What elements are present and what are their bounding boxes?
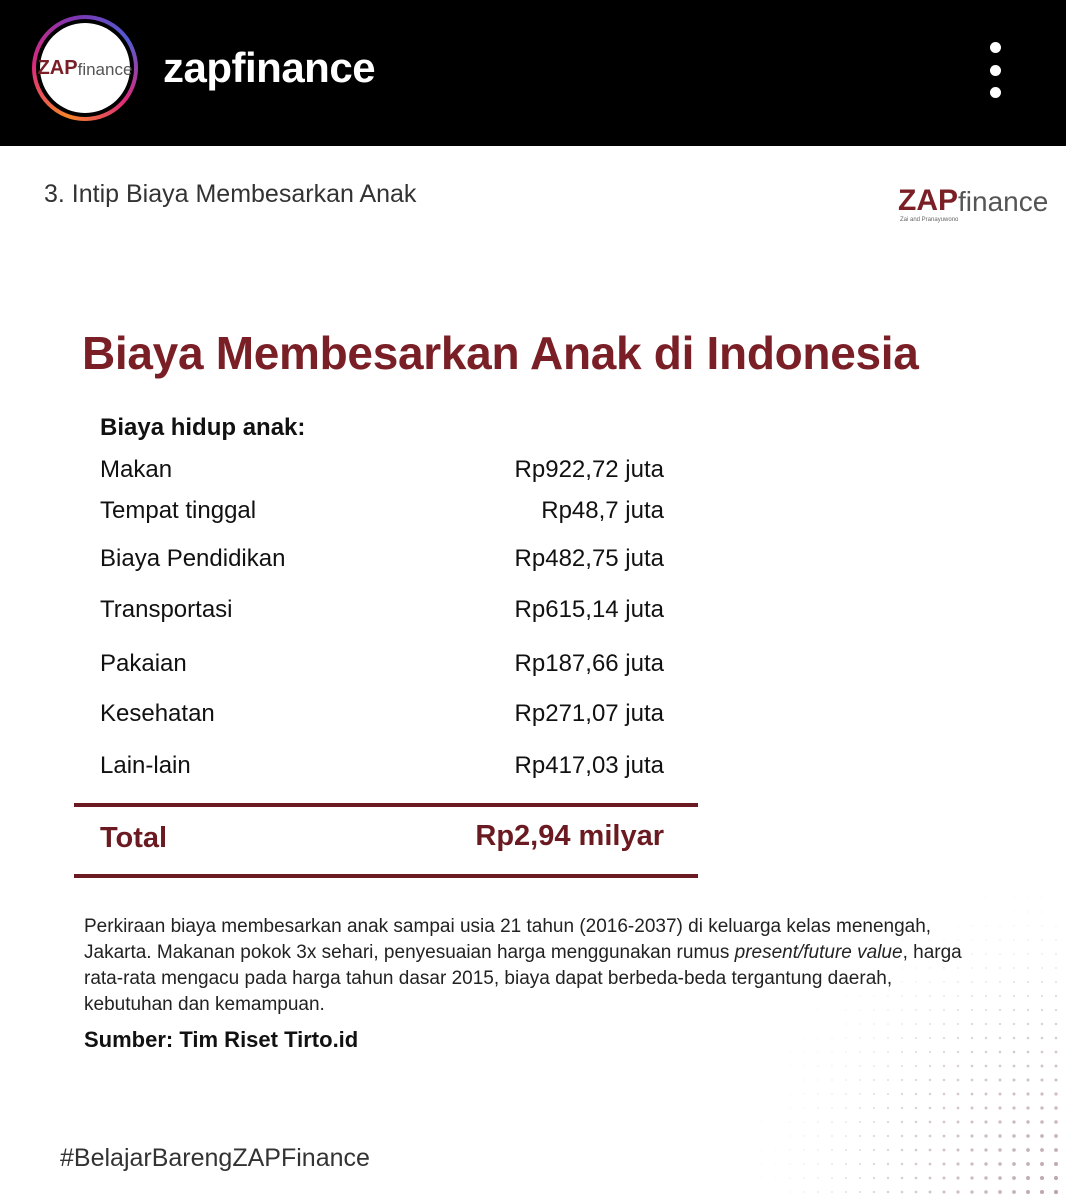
username[interactable]: zapfinance	[163, 44, 376, 91]
post-header	[0, 0, 1066, 146]
cost-label: Makan	[100, 456, 173, 483]
cost-row	[100, 545, 664, 577]
cost-subhead: Biaya hidup anak:	[100, 414, 306, 441]
cost-label: Kesehatan	[100, 700, 215, 727]
source-credit: Sumber: Tim Riset Tirto.id	[84, 1027, 359, 1052]
total-divider-bottom	[74, 874, 698, 878]
total-label: Total	[100, 822, 168, 854]
cost-row	[100, 752, 664, 784]
cost-row	[100, 650, 664, 682]
cost-label: Tempat tinggal	[100, 497, 257, 524]
brand-logo: ZAP finance Zai and Pranayuwono	[898, 184, 1049, 223]
cost-value: Rp615,14 juta	[514, 596, 664, 623]
story-ring[interactable]	[32, 15, 138, 121]
cost-row	[100, 456, 664, 488]
cost-value: Rp271,07 juta	[514, 700, 664, 727]
methodology-note: Perkiraan biaya membesarkan anak sampai usia 21 tahun (2016-2037) di keluarga kelas menengah, Jakarta. Makanan pokok 3x sehari, penyesuaian harga menggunakan rumus present/future value, harga rata-rata mengacu pada harga tahun dasar 2015, biaya dapat berbeda-beda tergantung daerah, kebutuhan dan kemampuan.	[84, 916, 962, 1015]
zapfinance-logo: ZAP finance	[37, 57, 133, 79]
cost-row	[100, 700, 664, 732]
cost-value: Rp48,7 juta	[541, 497, 664, 524]
section-label: 3. Intip Biaya Membesarkan Anak	[44, 180, 417, 208]
total-value: Rp2,94 milyar	[475, 820, 664, 852]
avatar[interactable]	[37, 23, 133, 113]
more-options-icon[interactable]	[975, 42, 1015, 98]
total-divider-top	[74, 803, 698, 807]
cost-value: Rp482,75 juta	[514, 545, 664, 572]
cost-value: Rp922,72 juta	[514, 456, 664, 483]
cost-row	[100, 596, 664, 628]
cost-row	[100, 497, 664, 529]
cost-label: Biaya Pendidikan	[100, 545, 286, 572]
page-title: Biaya Membesarkan Anak di Indonesia	[82, 327, 919, 379]
hashtag[interactable]: #BelajarBarengZAPFinance	[60, 1144, 370, 1172]
cost-label: Lain-lain	[100, 752, 191, 779]
decorative-dot-pattern	[660, 880, 1066, 1200]
cost-label: Pakaian	[100, 650, 187, 677]
logo-tagline: Zai and Pranayuwono	[900, 217, 959, 223]
cost-value: Rp187,66 juta	[514, 650, 664, 677]
cost-value: Rp417,03 juta	[514, 752, 664, 779]
cost-label: Transportasi	[100, 596, 233, 623]
